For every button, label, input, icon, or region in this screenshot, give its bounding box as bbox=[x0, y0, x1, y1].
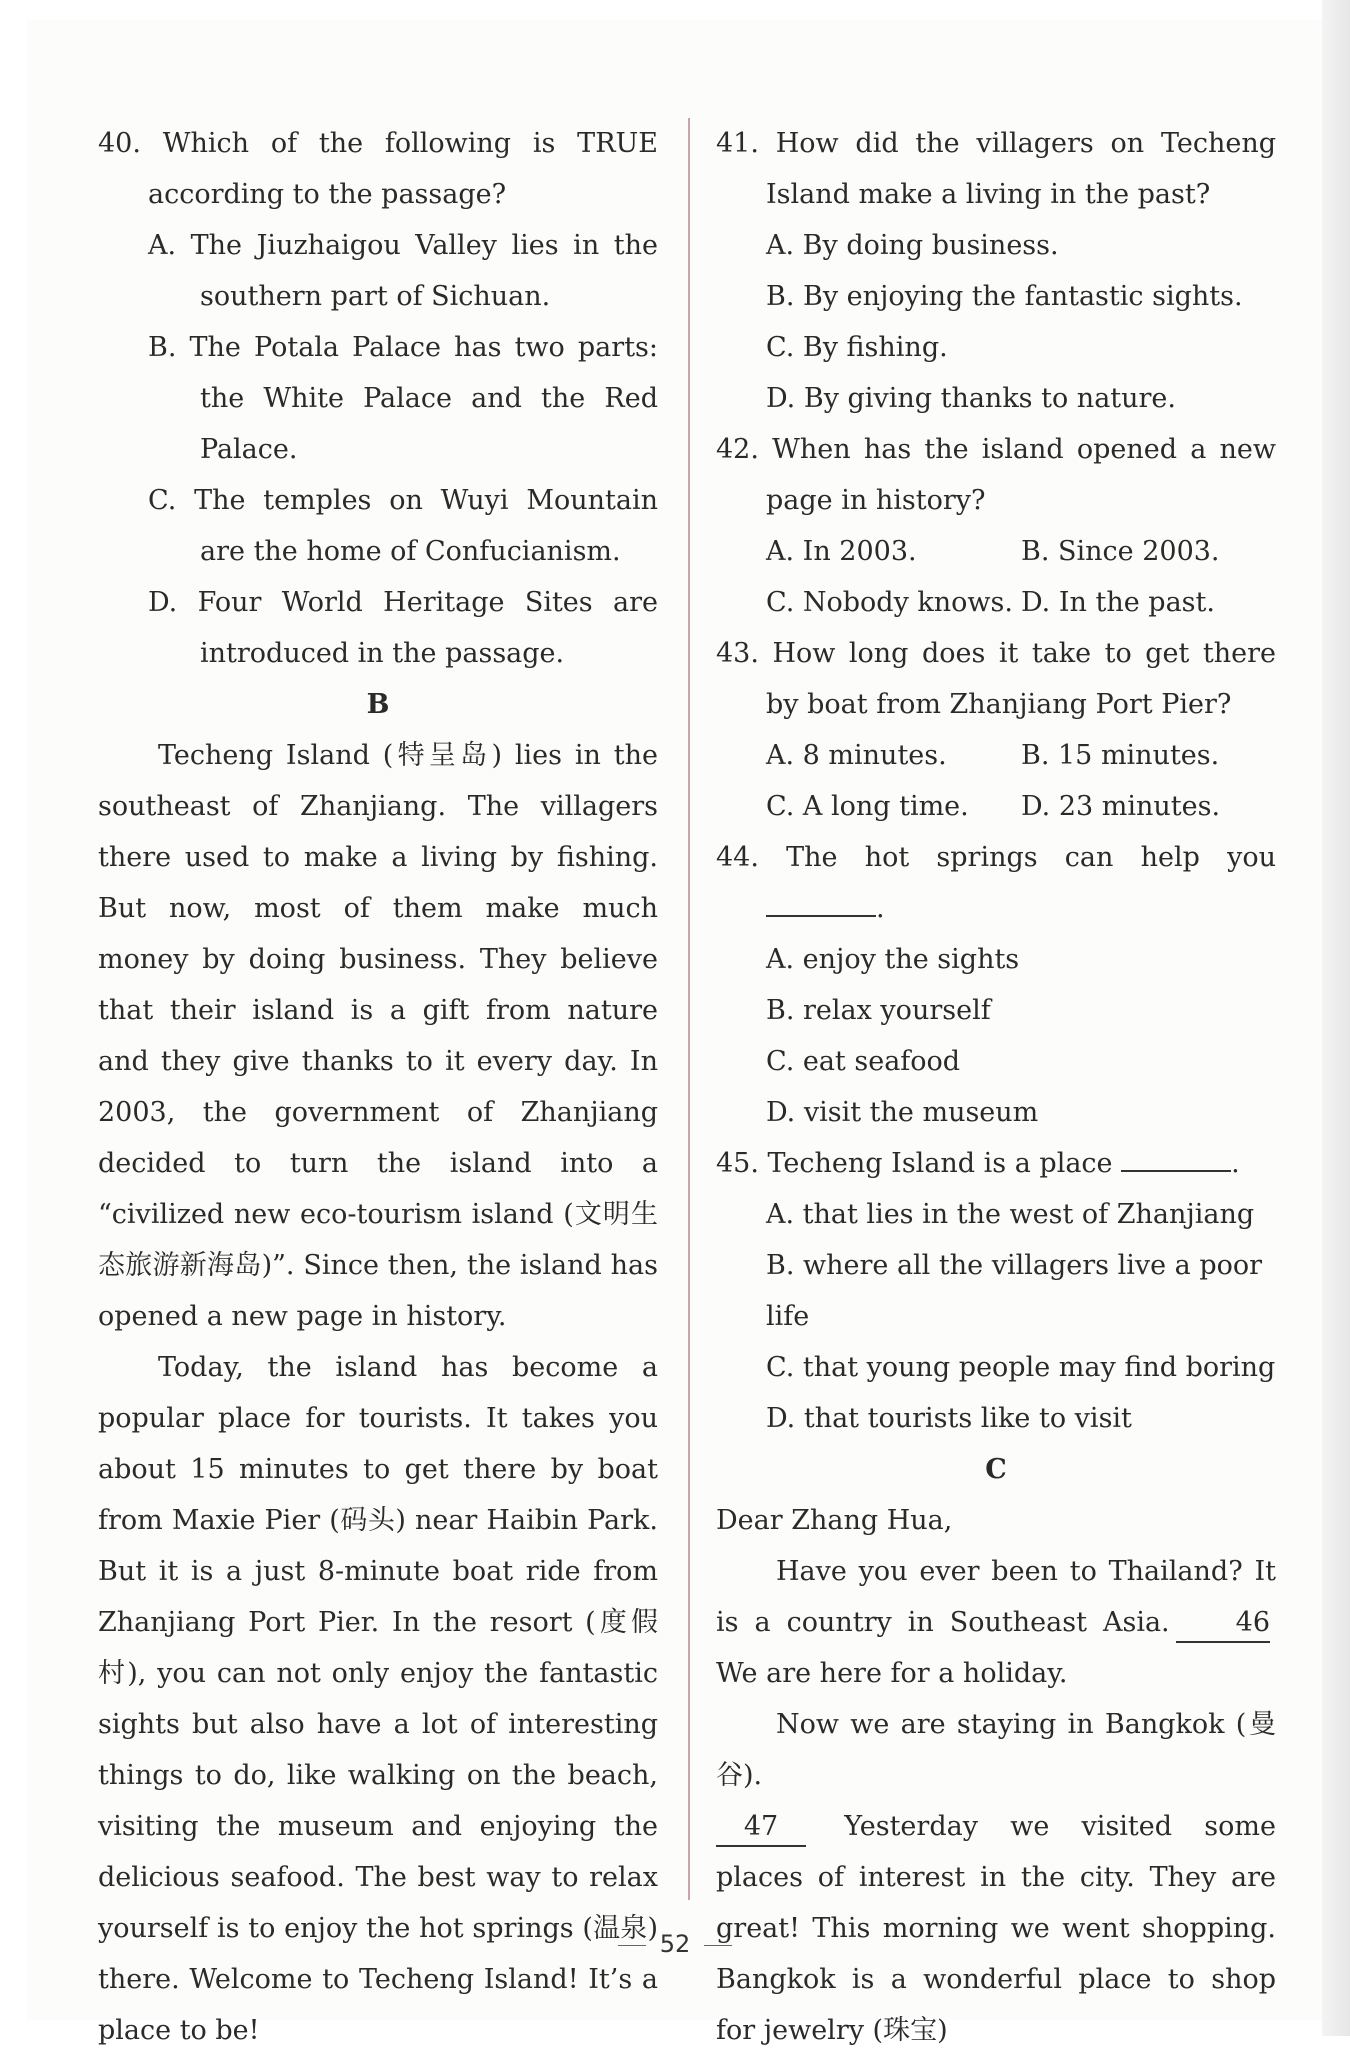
question-42-options-row-2 bbox=[716, 577, 1276, 628]
question-44-option-b: B. relax yourself bbox=[766, 995, 991, 1026]
question-45-option-c: C. that young people may find boring bbox=[766, 1352, 1276, 1383]
question-44-option-a: A. enjoy the sights bbox=[766, 944, 1020, 975]
letter-p2-text: Yesterday we visited some places of interest in the city. They are great! This morning we went shopping. Bangkok is a wonderful place to shop for jewelry (珠宝) bbox=[716, 1811, 1276, 2046]
letter-paragraph-2 bbox=[716, 1801, 1276, 2056]
question-44-option-d-row bbox=[716, 1087, 1276, 1138]
question-44-option-c: C. eat seafood bbox=[766, 1046, 961, 1077]
question-42-stem: 42. When has the island opened a new page in history? bbox=[716, 434, 1276, 516]
question-40-option-b: B. The Potala Palace has two parts: the White Palace and the Red Palace. bbox=[148, 332, 658, 465]
question-43-options-row-1 bbox=[716, 730, 1276, 781]
question-45-option-d-row bbox=[716, 1393, 1276, 1444]
section-b-title: B bbox=[366, 689, 390, 720]
question-44-option-c-row bbox=[716, 1036, 1276, 1087]
question-43-option-c: C. A long time. bbox=[766, 791, 969, 822]
question-42-option-b: B. Since 2003. bbox=[1021, 536, 1220, 567]
question-45-option-a: A. that lies in the west of Zhanjiang bbox=[766, 1199, 1255, 1230]
right-column bbox=[716, 118, 1276, 2056]
question-41-option-d-row bbox=[716, 373, 1276, 424]
question-43-option-b: B. 15 minutes. bbox=[1021, 740, 1220, 771]
question-42-option-d: D. In the past. bbox=[1021, 587, 1215, 618]
passage-b-paragraph-1: Techeng Island (特呈岛) lies in the southeast of Zhanjiang. The villagers there used to make a living by fishing. But now, most of them make much money by doing business. They believe that their island is a gift from nature and they give thanks to it every day. In 2003, the government of Zhanjiang decided to turn the island into a “civilized new eco-tourism island (文明生态旅游新海岛)”. Since then, the island has opened a new page in history. bbox=[98, 740, 658, 1332]
page-footer bbox=[0, 1930, 1350, 1958]
passage-b-paragraph-2: Today, the island has become a popular place for tourists. It takes you about 15 minutes to get there by boat from Maxie Pier (码头) near Haibin Park. But it is a just 8-minute boat ride from Zhanjiang Port Pier. In the resort (度假村), you can not only enjoy the fantastic sights but also have a lot of interesting things to do, like walking on the beach, visiting the museum and enjoying the delicious seafood. The best way to relax yourself is to enjoy the hot springs (温泉) there. Welcome to Techeng Island! It’s a place to be! bbox=[98, 1352, 658, 2046]
column-divider bbox=[688, 118, 690, 1900]
question-41-option-a: A. By doing business. bbox=[766, 230, 1059, 261]
answer-blank bbox=[766, 885, 876, 917]
page-edge-shadow bbox=[1322, 0, 1350, 2036]
question-44-option-a-row bbox=[716, 934, 1276, 985]
question-44-option-d: D. visit the museum bbox=[766, 1097, 1039, 1128]
question-45-option-c-row bbox=[716, 1342, 1276, 1393]
letter-paragraph-2-first-line: Now we are staying in Bangkok (曼谷). bbox=[716, 1709, 1276, 1791]
question-45-option-b-row bbox=[716, 1240, 1276, 1342]
question-41-option-c: C. By fishing. bbox=[766, 332, 948, 363]
question-44-stem-row: 44. The hot springs can help you . bbox=[716, 842, 1276, 924]
answer-blank bbox=[1121, 1140, 1231, 1172]
footer-dash-left bbox=[618, 1945, 646, 1946]
question-45-option-d: D. that tourists like to visit bbox=[766, 1403, 1132, 1434]
question-43-option-a: A. 8 minutes. bbox=[766, 740, 947, 771]
question-41-option-a-row bbox=[716, 220, 1276, 271]
left-column bbox=[98, 118, 658, 2056]
letter-p1-text: Have you ever been to Thailand? It is a country in Southeast Asia. bbox=[716, 1556, 1276, 1638]
question-42-option-c: C. Nobody knows. bbox=[766, 587, 1013, 618]
blank-47: 47 bbox=[716, 1809, 806, 1847]
question-40-option-a: A. The Jiuzhaigou Valley lies in the southern part of Sichuan. bbox=[148, 230, 658, 312]
question-41-option-b-row bbox=[716, 271, 1276, 322]
section-c-title: C bbox=[985, 1454, 1007, 1485]
question-41-option-b: B. By enjoying the fantastic sights. bbox=[766, 281, 1243, 312]
question-42-options-row-1 bbox=[716, 526, 1276, 577]
letter-p1-after: We are here for a holiday. bbox=[716, 1658, 1068, 1689]
question-41-option-d: D. By giving thanks to nature. bbox=[766, 383, 1176, 414]
question-43-stem: 43. How long does it take to get there by boat from Zhanjiang Port Pier? bbox=[716, 638, 1276, 720]
question-41-option-c-row bbox=[716, 322, 1276, 373]
page-number: 52 bbox=[659, 1930, 691, 1958]
letter-greeting: Dear Zhang Hua, bbox=[716, 1505, 953, 1536]
question-44-stem: 44. The hot springs can help you bbox=[716, 842, 1276, 873]
question-40-option-d: D. Four World Heritage Sites are introduced in the passage. bbox=[148, 587, 658, 669]
question-43-option-d: D. 23 minutes. bbox=[1021, 791, 1221, 822]
question-40-option-c: C. The temples on Wuyi Mountain are the home of Confucianism. bbox=[148, 485, 658, 567]
question-42-option-a: A. In 2003. bbox=[766, 536, 917, 567]
question-45-stem-row: 45. Techeng Island is a place . bbox=[716, 1138, 1276, 1189]
question-40-stem: 40. Which of the following is TRUE according to the passage? bbox=[98, 128, 658, 210]
question-41-stem: 41. How did the villagers on Techeng Island make a living in the past? bbox=[716, 128, 1276, 210]
letter-paragraph-1 bbox=[716, 1546, 1276, 1699]
question-45-stem: 45. Techeng Island is a place bbox=[716, 1148, 1113, 1179]
footer-dash-right bbox=[704, 1945, 732, 1946]
question-44-option-b-row bbox=[716, 985, 1276, 1036]
question-45-option-a-row bbox=[716, 1189, 1276, 1240]
question-43-options-row-2 bbox=[716, 781, 1276, 832]
blank-46: 46 bbox=[1176, 1605, 1270, 1643]
question-45-option-b: B. where all the villagers live a poor life bbox=[766, 1250, 1263, 1332]
